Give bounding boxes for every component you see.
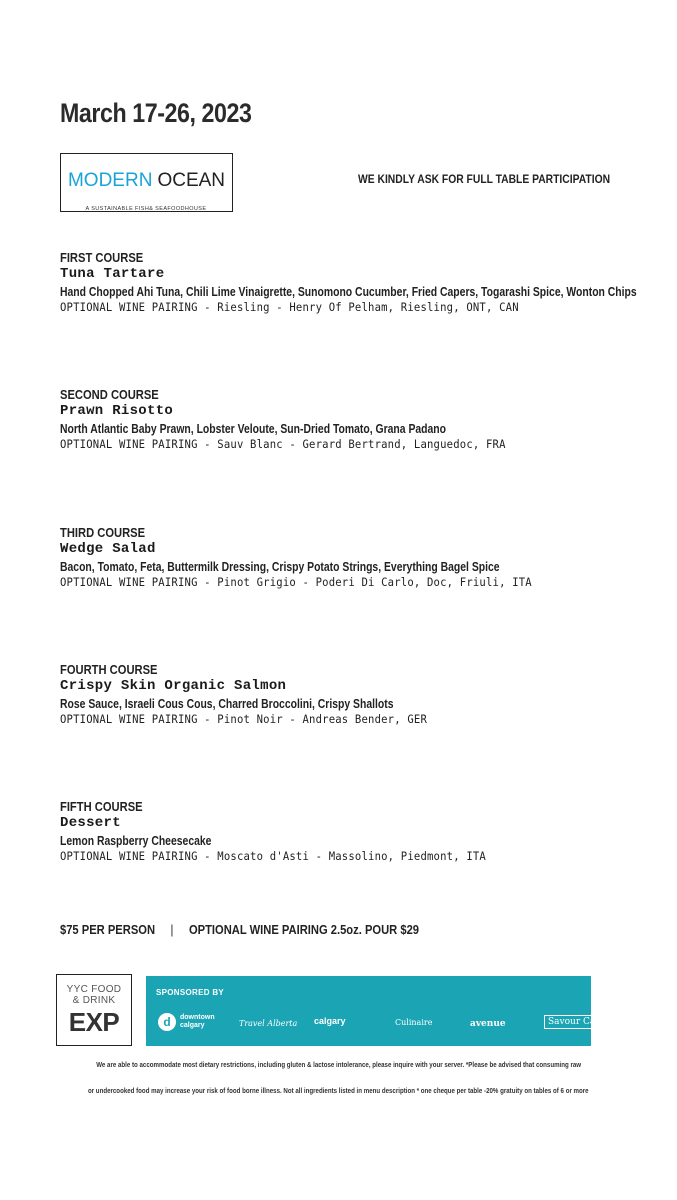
event-date: March 17-26, 2023 [60, 98, 252, 128]
sponsor-savour-calgary: Savour Calgary [544, 1015, 623, 1029]
logo-tagline: A SUSTAINABLE FISH& SEAFOODHOUSE [85, 206, 207, 212]
sponsor-travel-alberta: Travel Alberta [239, 1019, 298, 1028]
course-wine-pairing: OPTIONAL WINE PAIRING - Moscato d'Asti - Massolino, Piedmont, ITA [60, 849, 487, 863]
course-name: Wedge Salad [60, 541, 156, 557]
course-first [60, 250, 677, 314]
sponsor-avenue: avenue [470, 1019, 506, 1029]
participation-notice: WE KINDLY ASK FOR FULL TABLE PARTICIPATION [358, 172, 611, 186]
pricing-line [60, 922, 419, 937]
modern-ocean-logo [60, 153, 233, 212]
course-fourth [60, 662, 477, 726]
festival-logo-line2: & DRINK [72, 995, 116, 1006]
course-second [60, 387, 544, 451]
footer-disclaimer-line2 [0, 1086, 677, 1095]
course-wine-pairing: OPTIONAL WINE PAIRING - Pinot Grigio - Poderi Di Carlo, Doc, Friuli, ITA [60, 575, 532, 589]
course-fifth [60, 799, 523, 863]
course-description: North Atlantic Baby Prawn, Lobster Veloute, Sun-Dried Tomato, Grana Padano [60, 421, 447, 436]
sponsor-banner [146, 976, 619, 1046]
sponsor-calgary: calgary [314, 1016, 346, 1026]
price-per-person: $75 PER PERSON [60, 922, 156, 937]
festival-logo-line3: EXP [68, 1007, 120, 1037]
price-wine-pairing: OPTIONAL WINE PAIRING 2.5oz. POUR $29 [188, 922, 420, 937]
course-label: FIRST COURSE [60, 250, 144, 265]
sponsor-culinaire: Culinaire [395, 1018, 433, 1027]
sponsor-title: SPONSORED BY [156, 988, 225, 997]
course-description: Rose Sauce, Israeli Cous Cous, Charred Broccolini, Crispy Shallots [60, 696, 394, 711]
sponsor-downtown-calgary: downtown calgary [180, 1014, 215, 1029]
course-wine-pairing: OPTIONAL WINE PAIRING - Riesling - Henry Of Pelham, Riesling, ONT, CAN [60, 300, 519, 314]
downtown-calgary-icon: d [158, 1013, 176, 1031]
footer-text-2: or undercooked food may increase your risk of food borne illness. Not all ingredients listed in menu description * one cheque per table -20% gratuity on tables of 6 or more [88, 1086, 589, 1095]
course-description: Bacon, Tomato, Feta, Buttermilk Dressing, Crispy Potato Strings, Everything Bagel Spice [60, 559, 500, 574]
course-wine-pairing: OPTIONAL WINE PAIRING - Pinot Noir - Andreas Bender, GER [60, 712, 428, 726]
course-description: Lemon Raspberry Cheesecake [60, 833, 212, 848]
course-name: Dessert [60, 815, 121, 831]
yyc-food-drink-exp-logo [56, 974, 132, 1046]
footer-text-1: We are able to accommodate most dietary restrictions, including gluten & lactose intolerance, please inquire with your server. *Please be advised that consuming raw [96, 1060, 581, 1069]
course-wine-pairing: OPTIONAL WINE PAIRING - Sauv Blanc - Gerard Bertrand, Languedoc, FRA [60, 437, 506, 451]
course-name: Tuna Tartare [60, 266, 165, 282]
logo-wordmark [61, 170, 232, 192]
course-label: FOURTH COURSE [60, 662, 158, 677]
course-name: Crispy Skin Organic Salmon [60, 678, 287, 694]
logo-word-ocean: OCEAN [157, 170, 226, 191]
course-label: SECOND COURSE [60, 387, 159, 402]
footer-disclaimer-line1 [0, 1060, 677, 1069]
course-label: THIRD COURSE [60, 525, 146, 540]
course-label: FIFTH COURSE [60, 799, 143, 814]
course-description: Hand Chopped Ahi Tuna, Chili Lime Vinaigrette, Sunomono Cucumber, Fried Capers, Togarashi Spice, Wonton Chips [60, 284, 637, 299]
festival-logo-line1: YYC FOOD [66, 984, 122, 995]
price-separator: | [170, 922, 174, 937]
course-name: Prawn Risotto [60, 403, 174, 419]
course-third [60, 525, 610, 589]
logo-word-modern: MODERN [67, 170, 153, 191]
